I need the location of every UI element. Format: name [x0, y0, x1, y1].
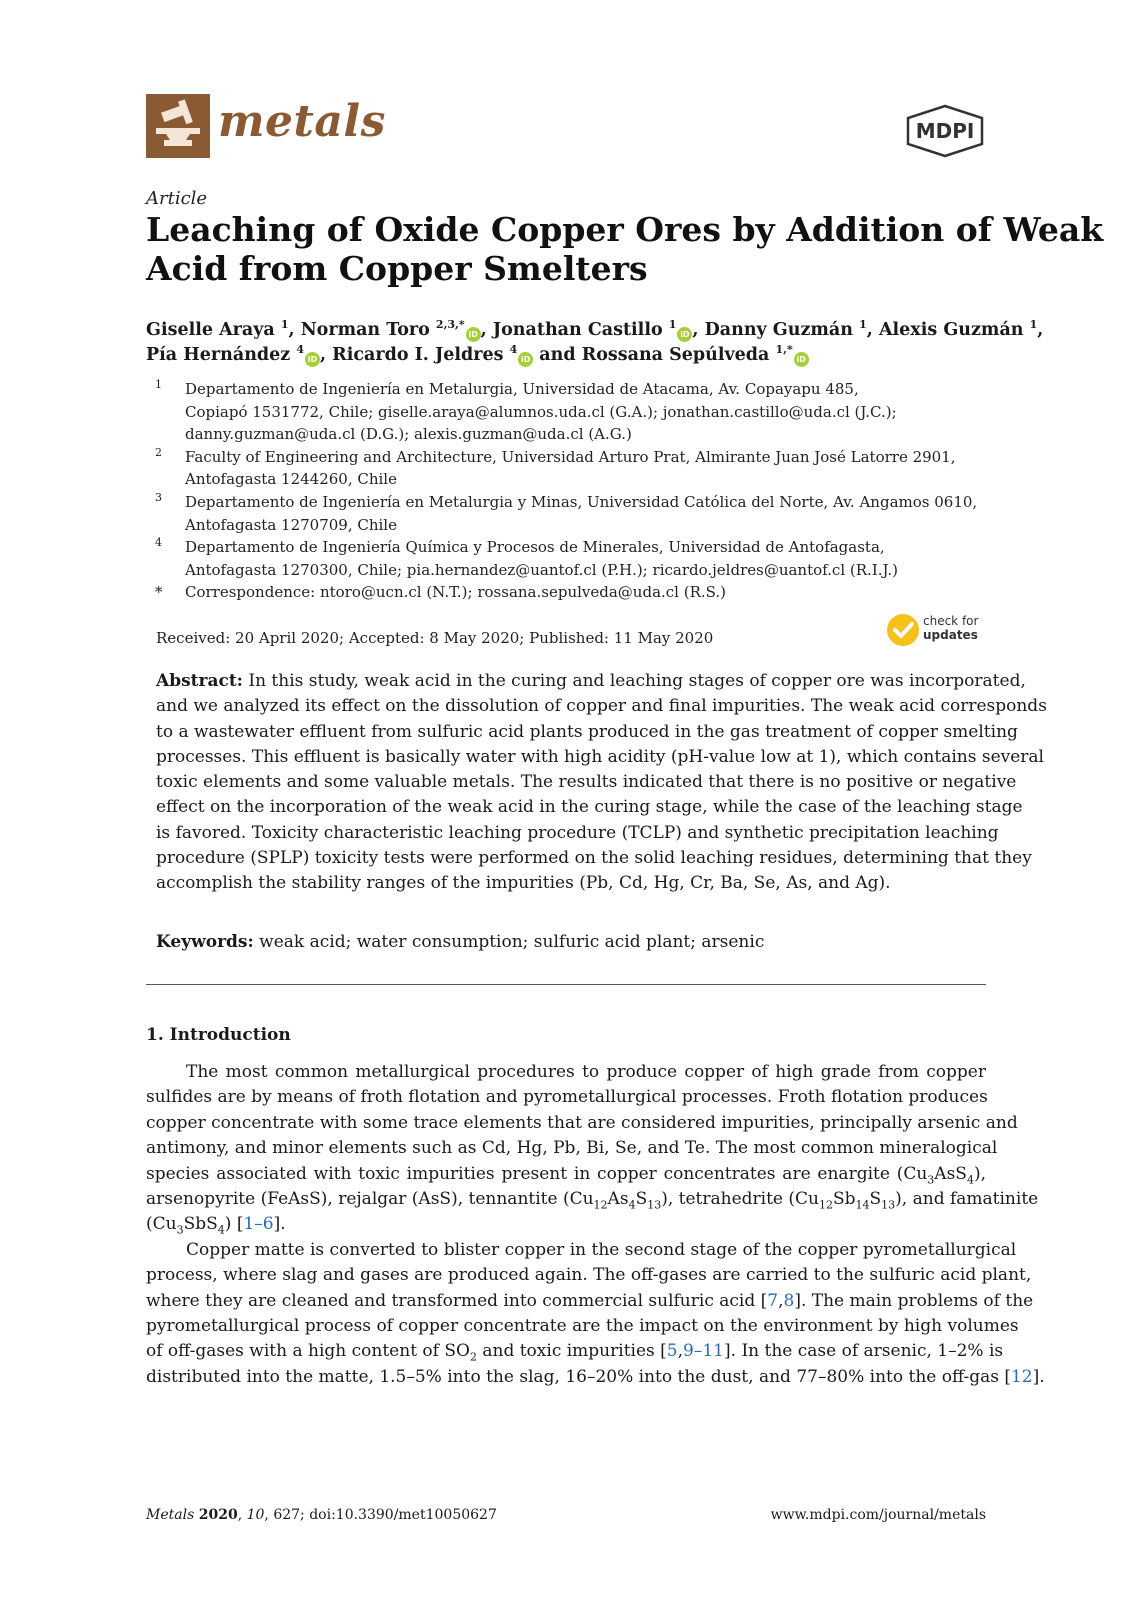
- affiliation-line: Copiapó 1531772, Chile; giselle.araya@alumnos.uda.cl (G.A.); jonathan.castillo@uda.cl (J.C.);: [185, 402, 897, 421]
- author-name[interactable]: Rossana Sepúlveda: [581, 345, 770, 365]
- body-line: Copper matte is converted to blister copper in the second stage of the copper pyrometallurgical: [186, 1239, 1017, 1260]
- abstract-line: to a wastewater effluent from sulfuric acid plants produced in the gas treatment of copper smelting: [156, 721, 1018, 742]
- footer-doi: , 627; doi:10.3390/met10050627: [264, 1507, 497, 1523]
- author-name[interactable]: Jonathan Castillo: [492, 320, 663, 340]
- author-separator: ,: [288, 320, 301, 340]
- correspondence-line: Correspondence: ntoro@ucn.cl (N.T.); rossana.sepulveda@uda.cl (R.S.): [185, 583, 727, 602]
- affiliation-number: 3: [155, 490, 162, 504]
- affiliation-line: Faculty of Engineering and Architecture, Universidad Arturo Prat, Almirante Juan José Latorre 2901,: [185, 447, 956, 466]
- abstract-line: effect on the incorporation of the weak acid in the curing stage, while the case of the leaching stage: [156, 797, 1023, 818]
- affiliations: [155, 378, 985, 604]
- author-name[interactable]: Giselle Araya: [146, 320, 275, 340]
- body-line: pyrometallurgical process of copper concentrate are the impact on the environment by high volumes: [146, 1316, 1019, 1337]
- checkmark-icon: [887, 614, 919, 646]
- orcid-icon[interactable]: iD: [466, 327, 481, 342]
- author-name[interactable]: Norman Toro: [300, 320, 430, 340]
- abstract: [156, 669, 1047, 897]
- paper-title: [146, 210, 1104, 288]
- journal-name: metals: [218, 96, 386, 147]
- abstract-line: [156, 669, 1026, 694]
- affiliation-number: 1: [155, 378, 162, 391]
- affiliation-number: 4: [155, 536, 162, 550]
- author-line-2: [146, 343, 1006, 368]
- author-affiliation-sup: 1,*: [775, 343, 793, 357]
- citation-link[interactable]: 11: [702, 1341, 724, 1362]
- citation-link[interactable]: 9: [683, 1341, 694, 1362]
- affiliation-line: Departamento de Ingeniería en Metalurgia, Universidad de Atacama, Av. Copayapu 485,: [185, 380, 859, 398]
- author-affiliation-sup: 4: [296, 343, 304, 357]
- citation-link[interactable]: 5: [666, 1341, 678, 1362]
- title-line: Acid from Copper Smelters: [146, 249, 648, 288]
- author-list: [146, 318, 1044, 368]
- title-line: Leaching of Oxide Copper Ores by Addition of Weak: [146, 210, 1104, 249]
- body-line: sulfides are by means of froth flotation and pyrometallurgical processes. Froth flotation produces: [146, 1087, 988, 1108]
- introduction-body: [146, 1060, 1045, 1390]
- citation-link[interactable]: 6: [262, 1214, 274, 1235]
- abstract-label: Abstract:: [156, 671, 243, 691]
- abstract-line: accomplish the stability ranges of the impurities (Pb, Cd, Hg, Cr, Ba, Se, As, and Ag).: [156, 873, 891, 894]
- article-type: Article: [146, 188, 208, 209]
- affiliation-line: Antofagasta 1244260, Chile: [185, 470, 397, 489]
- body-line: antimony, and minor elements such as Cd, Hg, Pb, Bi, Se, and Te. The most common mineralogical: [146, 1138, 998, 1159]
- body-line: distributed into the matte, 1.5–5% into the slag, 16–20% into the dust, and 77–80% into the off-gas [12].: [146, 1366, 1045, 1387]
- citation-link[interactable]: 7: [767, 1290, 779, 1311]
- orcid-icon[interactable]: iD: [794, 352, 809, 367]
- author-name[interactable]: Danny Guzmán: [704, 320, 853, 340]
- affiliation-item: [155, 536, 985, 581]
- footer-journal: Metals: [146, 1507, 195, 1523]
- author-affiliation-sup: 1: [668, 318, 677, 332]
- keywords: [156, 932, 764, 952]
- citation-link[interactable]: 1: [243, 1214, 255, 1235]
- keywords-label: Keywords:: [156, 932, 254, 952]
- author-affiliation-sup: 1: [1029, 318, 1038, 332]
- check-updates-line1: check for: [923, 614, 979, 628]
- affiliation-line: Departamento de Ingeniería Química y Procesos de Minerales, Universidad de Antofagasta,: [185, 538, 885, 557]
- check-updates-label: [923, 614, 978, 642]
- body-line: process, where slag and gases are produced again. The off-gases are carried to the sulfuric acid plant,: [146, 1265, 1032, 1286]
- section-divider: [146, 984, 986, 985]
- body-line: arsenopyrite (FeAsS), rejalgar (AsS), tennantite $(Cu_{12}As_4S_{13})$, tetrahedrite $(Cu_{12}Sb_{14}S_{13})$, and famatinite: [146, 1189, 1039, 1212]
- check-for-updates-button[interactable]: [887, 612, 987, 652]
- mdpi-logo-text: MDPI: [915, 119, 975, 143]
- orcid-icon[interactable]: iD: [305, 352, 320, 367]
- footer-journal-url[interactable]: www.mdpi.com/journal/metals: [770, 1507, 986, 1523]
- correspondence-marker: *: [155, 583, 163, 602]
- section-heading: 1. Introduction: [146, 1025, 291, 1045]
- author-separator: ,: [1037, 320, 1044, 340]
- author-affiliation-sup: 1: [859, 318, 867, 332]
- body-line: where they are cleaned and transformed into commercial sulfuric acid [7,8]. The main problems of the: [146, 1290, 1034, 1311]
- body-line: The most common metallurgical procedures to produce copper of high grade from copper: [186, 1062, 986, 1082]
- orcid-icon[interactable]: iD: [677, 327, 692, 342]
- publication-dates: Received: 20 April 2020; Accepted: 8 May 2020; Published: 11 May 2020: [156, 629, 714, 647]
- affiliation-line: Antofagasta 1270300, Chile; pia.hernandez@uantof.cl (P.H.); ricardo.jeldres@uantof.cl (R.I.J.): [185, 560, 898, 579]
- author-line-1: [146, 318, 1044, 343]
- affiliation-line: danny.guzman@uda.cl (D.G.); alexis.guzman@uda.cl (A.G.): [185, 425, 632, 444]
- body-line: copper concentrate with some trace elements that are considered impurities, principally arsenic and: [146, 1112, 1018, 1133]
- body-line: $(Cu_3SbS_4)$ [1–6].: [146, 1214, 286, 1237]
- author-affiliation-sup: 4: [509, 343, 518, 357]
- author-name[interactable]: Ricardo I. Jeldres: [332, 345, 504, 365]
- abstract-line: processes. This effluent is basically water with high acidity (pH-value low at 1), which contains several: [156, 746, 1044, 767]
- affiliation-item: [155, 491, 985, 536]
- author-affiliation-sup: 2,3,*: [435, 318, 465, 332]
- footer-year: 2020: [198, 1507, 238, 1523]
- citation-link[interactable]: 12: [1010, 1366, 1033, 1387]
- correspondence-item: [155, 581, 985, 604]
- author-separator: and: [533, 345, 582, 365]
- affiliation-item: [155, 378, 985, 446]
- journal-logo-icon: [146, 94, 210, 158]
- keywords-text: weak acid; water consumption; sulfuric acid plant; arsenic: [259, 932, 765, 952]
- affiliation-item: [155, 446, 985, 491]
- author-affiliation-sup: 1: [280, 318, 289, 332]
- affiliation-line: Antofagasta 1270709, Chile: [185, 515, 397, 534]
- body-line: of off-gases with a high content of $SO_2$ and toxic impurities [5,9–11]. In the case of arsenic, 1–2% is: [146, 1341, 1004, 1364]
- citation-link[interactable]: 8: [783, 1290, 795, 1311]
- check-updates-line2: updates: [923, 628, 978, 642]
- abstract-line: procedure (SPLP) toxicity tests were performed on the solid leaching residues, determining that they: [156, 848, 1032, 869]
- affiliation-number: 2: [155, 445, 162, 459]
- footer-volume: 10: [246, 1507, 265, 1523]
- footer-citation: Metals 2020, 10, 627; doi:10.3390/met10050627: [146, 1507, 497, 1523]
- mdpi-logo: [904, 104, 986, 158]
- abstract-text: In this study, weak acid in the curing and leaching stages of copper ore was incorporated,: [248, 671, 1026, 691]
- abstract-line: is favored. Toxicity characteristic leaching procedure (TCLP) and synthetic precipitation leaching: [156, 822, 999, 843]
- author-name[interactable]: Alexis Guzmán: [878, 320, 1024, 340]
- abstract-line: toxic elements and some valuable metals. The results indicated that there is no positive or negative: [156, 772, 1017, 793]
- author-name[interactable]: Pía Hernández: [146, 345, 291, 365]
- author-separator: ,: [319, 345, 333, 365]
- abstract-line: and we analyzed its effect on the dissolution of copper and final impurities. The weak acid corresponds: [156, 696, 1047, 717]
- author-separator: ,: [480, 320, 493, 340]
- affiliation-line: Departamento de Ingeniería en Metalurgia y Minas, Universidad Católica del Norte, Av. Angamos 0610,: [185, 492, 978, 511]
- author-separator: ,: [692, 320, 705, 340]
- author-separator: ,: [866, 320, 879, 340]
- orcid-icon[interactable]: iD: [518, 352, 533, 367]
- body-line: species associated with toxic impurities present in copper concentrates are enargite $(Cu_3AsS_4)$,: [146, 1163, 986, 1187]
